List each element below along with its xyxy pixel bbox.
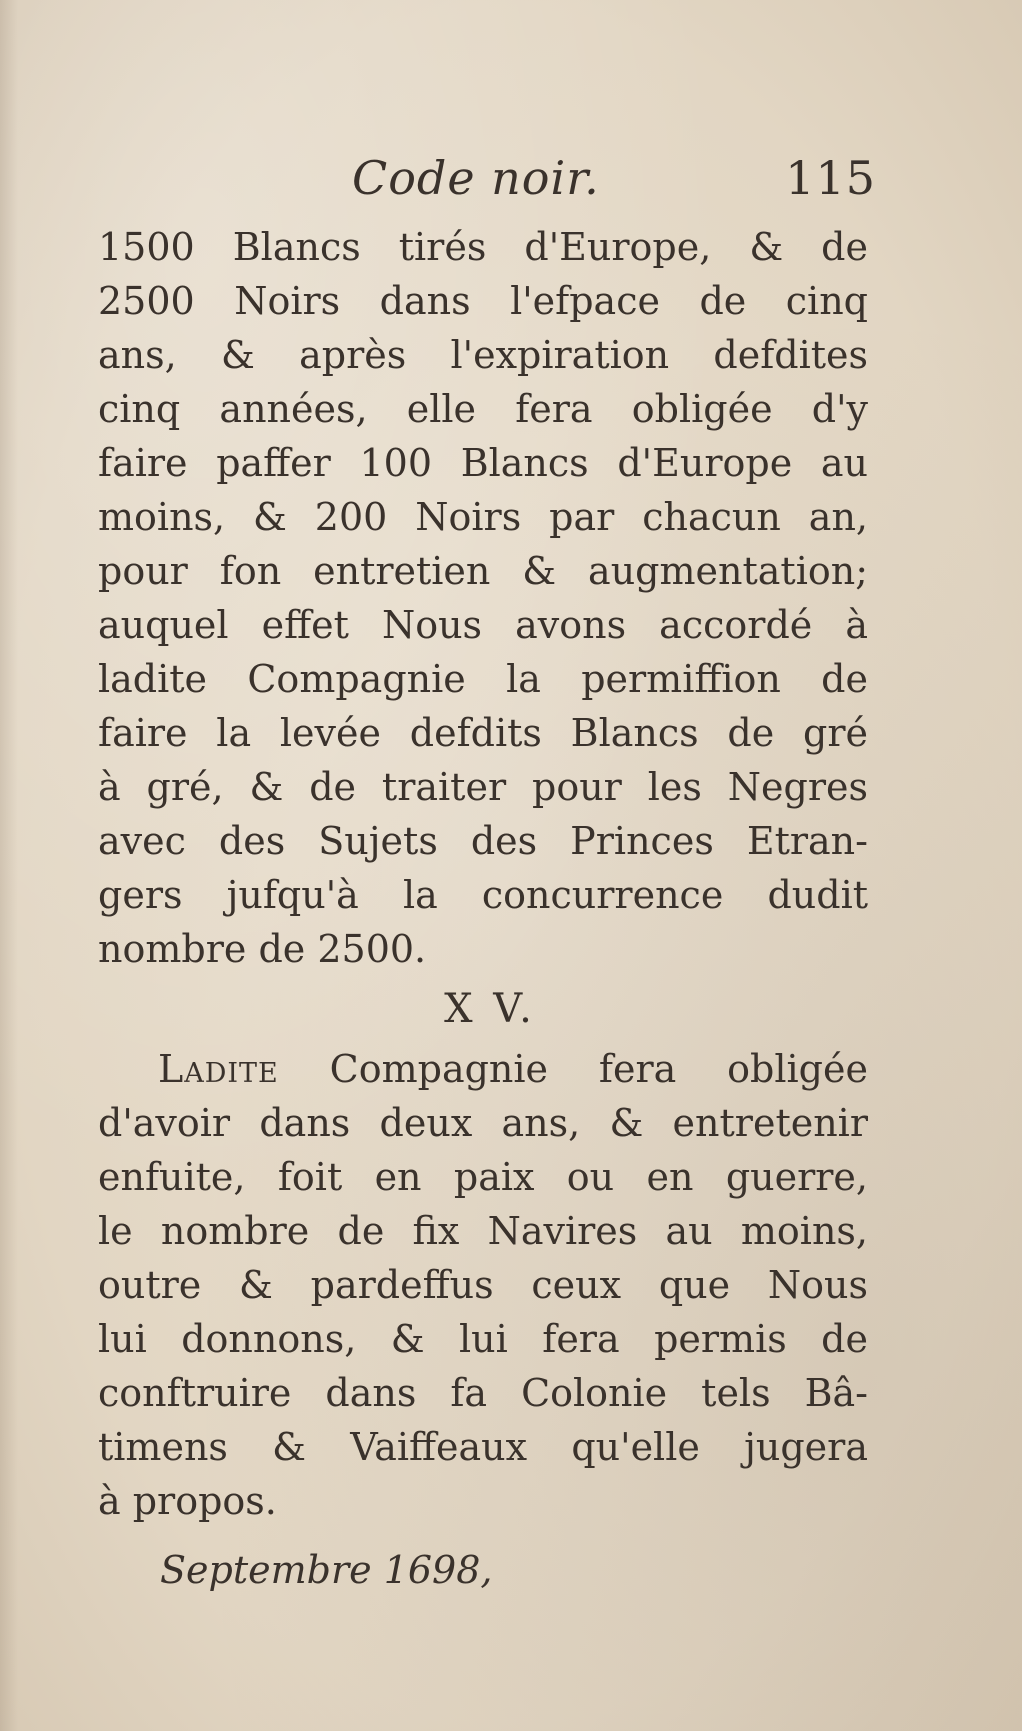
text-line: ans, & après l'expiration defdites — [98, 333, 868, 377]
text-line: 2500 Noirs dans l'efpace de cinq — [98, 279, 868, 323]
page-edge-shadow — [0, 0, 18, 1731]
text-line: cinq années, elle fera obligée d'y — [98, 387, 868, 431]
text-line: enfuite, foit en paix ou en guerre, — [98, 1155, 868, 1199]
running-title: Code noir. — [352, 151, 600, 205]
page-header — [88, 150, 878, 220]
text-line: pour fon entretien & augmentation; — [98, 549, 868, 593]
text-line: d'avoir dans deux ans, & entretenir — [98, 1101, 868, 1145]
text-line-first — [98, 1042, 868, 1096]
first-word: Ladite — [158, 1047, 279, 1091]
text-line: ladite Compagnie la permiffion de — [98, 657, 868, 701]
text-line: nombre de 2500. — [98, 927, 427, 971]
text-line: faire paffer 100 Blancs d'Europe au — [98, 441, 868, 485]
text-line: 1500 Blancs tirés d'Europe, & de — [98, 225, 868, 269]
text-line: lui donnons, & lui fera permis de — [98, 1317, 868, 1361]
text-line: avec des Sujets des Princes Etran- — [98, 819, 868, 863]
text-line: timens & Vaiffeaux qu'elle jugera — [98, 1425, 868, 1469]
page-number: 115 — [785, 151, 876, 205]
first-line-rest: Compagnie fera obligée — [278, 1047, 868, 1091]
catchword: Septembre 1698, — [160, 1548, 493, 1592]
text-line: à propos. — [98, 1479, 277, 1523]
section-heading: X V. — [444, 986, 536, 1032]
text-line: le nombre de fix Navires au moins, — [98, 1209, 868, 1253]
text-line: à gré, & de traiter pour les Negres — [98, 765, 868, 809]
text-line: auquel effet Nous avons accordé à — [98, 603, 868, 647]
body-text — [98, 220, 868, 1528]
text-line: conftruire dans fa Colonie tels Bâ- — [98, 1371, 868, 1415]
text-line: gers jufqu'à la concurrence dudit — [98, 873, 868, 917]
text-line: moins, & 200 Noirs par chacun an, — [98, 495, 868, 539]
text-line: outre & pardeffus ceux que Nous — [98, 1263, 868, 1307]
text-line: faire la levée defdits Blancs de gré — [98, 711, 868, 755]
